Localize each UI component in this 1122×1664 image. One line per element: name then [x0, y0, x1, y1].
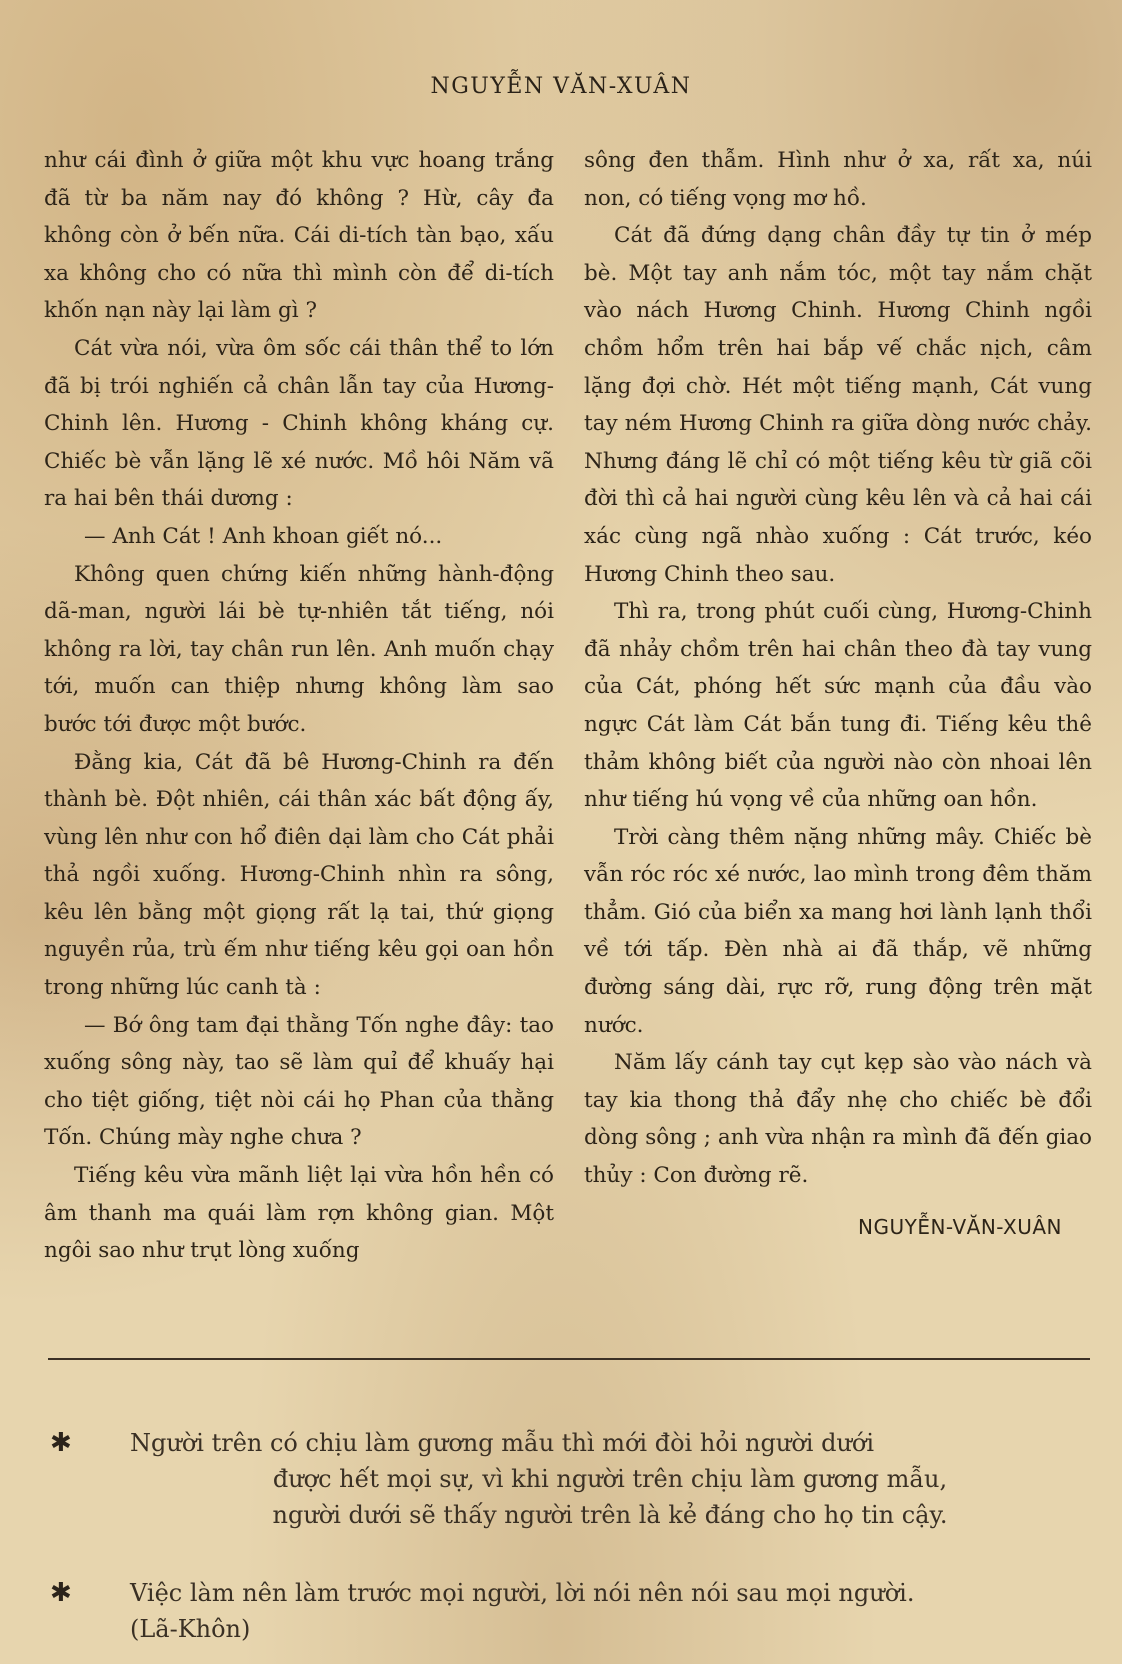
dialogue-line: — Anh Cát ! Anh khoan giết nó... — [84, 523, 443, 549]
asterisk-star-icon: ✱ — [50, 1578, 72, 1608]
paragraph: như cái đình ở giữa một khu vực hoang trắng đã từ ba năm nay đó không ? Hừ, cây đa không còn ở bến nữa. Cái di-tích tàn bạo, xấu xa không cho có nữa thì mình còn để di-tích khốn nạn này lại làm gì ? — [44, 148, 554, 324]
article-column-left — [44, 142, 554, 1270]
maxim-line: Người trên có chịu làm gương mẫu thì mới đòi hỏi người dưới — [130, 1429, 875, 1457]
maxim-attribution: (Lã-Khôn) — [130, 1615, 251, 1643]
author-signature: NGUYỄN-VĂN-XUÂN — [858, 1214, 1062, 1239]
paragraph: Đằng kia, Cát đã bê Hương-Chinh ra đến thành bè. Đột nhiên, cái thân xác bất động ấy, vùng lên như con hổ điên dại làm cho Cát phải thả ngồi xuống. Hương-Chinh nhìn ra sông, kêu lên bằng một giọng rất lạ tai, thứ giọng nguyền rủa, trù ếm như tiếng kêu gọi oan hồn trong những lúc canh tà : — [44, 749, 554, 1001]
paragraph: Cát đã đứng dạng chân đầy tự tin ở mép bè. Một tay anh nắm tóc, một tay nắm chặt vào nách Hương Chinh. Hương Chinh ngồi chồm hổm trên hai bắp vế chắc nịch, câm lặng đợi chờ. Hét một tiếng mạnh, Cát vung tay ném Hương Chinh ra giữa dòng nước chảy. Nhưng đáng lẽ chỉ có một tiếng kêu từ giã cõi đời thì cả hai người cùng kêu lên và cả hai cái xác cùng ngã nhào xuống : Cát trước, kéo Hương Chinh theo sau. — [584, 223, 1092, 587]
maxim-line: được hết mọi sự, vì khi người trên chịu làm gương mẫu, — [272, 1465, 948, 1493]
paragraph: Không quen chứng kiến những hành-động dã-man, người lái bè tự-nhiên tắt tiếng, nói không ra lời, tay chân run lên. Anh muốn chạy tới, muốn can thiệp nhưng không làm sao bước tới được một bước. — [44, 561, 554, 737]
paragraph: Trời càng thêm nặng những mây. Chiếc bè vẫn róc róc xé nước, lao mình trong đêm thăm thẳm. Gió của biển xa mang hơi lành lạnh thổi về tới tấp. Đèn nhà ai đã thắp, vẽ những đường sáng dài, rực rỡ, rung động trên mặt nước. — [584, 824, 1092, 1038]
paragraph: Tiếng kêu vừa mãnh liệt lại vừa hồn hền có âm thanh ma quái làm rợn không gian. Một ngôi sao như trụt lòng xuống — [44, 1163, 554, 1264]
section-divider — [48, 1358, 1090, 1360]
maxim-line: người dưới sẽ thấy người trên là kẻ đáng cho họ tin cậy. — [272, 1501, 948, 1529]
paragraph: Năm lấy cánh tay cụt kẹp sào vào nách và tay kia thong thả đẩy nhẹ cho chiếc bè đổi dòng sông ; anh vừa nhận ra mình đã đến giao thủy : Con đường rẽ. — [584, 1050, 1092, 1189]
paragraph: Cát vừa nói, vừa ôm sốc cái thân thể to lớn đã bị trói nghiến cả chân lẫn tay của Hương-Chinh lên. Hương - Chinh không kháng cự. Chiếc bè vẫn lặng lẽ xé nước. Mồ hôi Năm vã ra hai bên thái dương : — [44, 335, 554, 512]
paragraph: sông đen thẫm. Hình như ở xa, rất xa, núi non, có tiếng vọng mơ hồ. — [584, 148, 1092, 211]
maxim-line: Việc làm nên làm trước mọi người, lời nói nên nói sau mọi người. — [130, 1579, 915, 1607]
dialogue-line: — Bớ ông tam đại thằng Tốn nghe đây: tao xuống sông này, tao sẽ làm quỉ để khuấy hại cho tiệt giống, tiệt nòi cái họ Phan của thằng Tốn. Chúng mày nghe chưa ? — [44, 1012, 554, 1151]
running-head: NGUYỄN VĂN-XUÂN — [430, 74, 692, 99]
article-column-right — [584, 142, 1092, 1246]
maxim-quote — [130, 1425, 1090, 1533]
maxim-quote — [130, 1575, 1090, 1647]
asterisk-star-icon: ✱ — [50, 1428, 72, 1458]
paragraph: Thì ra, trong phút cuối cùng, Hương-Chinh đã nhảy chồm trên hai chân theo đà tay vung của Cát, phóng hết sức mạnh của đầu vào ngực Cát làm Cát bắn tung đi. Tiếng kêu thê thảm không biết của người nào còn nhoai lên như tiếng hú vọng về của những oan hồn. — [584, 599, 1092, 813]
